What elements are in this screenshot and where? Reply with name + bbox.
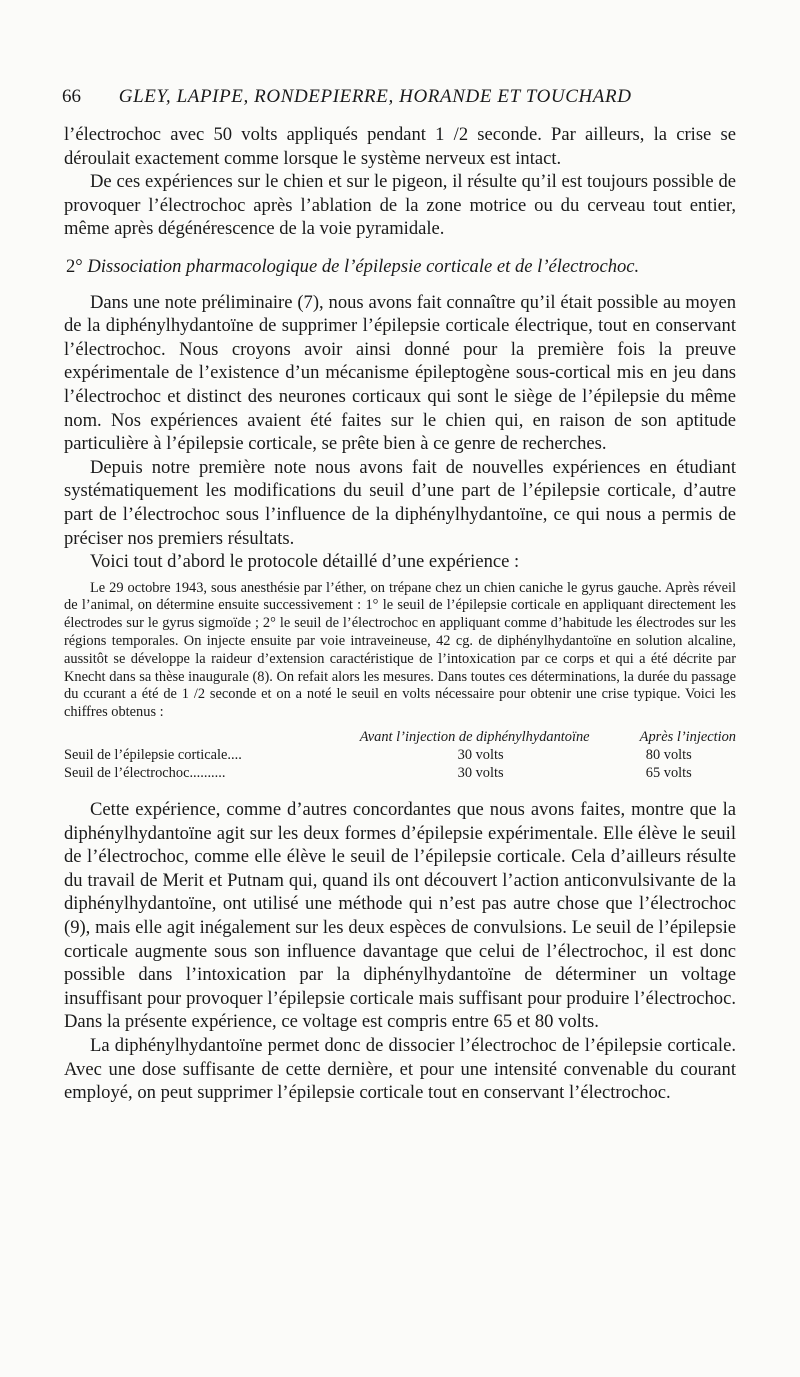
page-number: 66 <box>62 86 81 107</box>
paragraph: Dans une note préliminaire (7), nous avons fait connaître qu’il était possible au moyen de la diphénylhydantoïne de supprimer l’épilepsie corticale électrique, tout en conservant l’électrochoc. Nous croyons avoir ainsi donné pour la première fois la preuve expérimentale de l’existence d’un mécanisme épileptogène sous-cortical mis en jeu dans l’électrochoc et distinct des neurones corticaux qui sont le siège de l’épilepsie du même nom. Nos expériences avaient été faites sur le chien qui, en raison de son aptitude particulière à l’épilepsie corticale, se prête bien à ce genre de recherches. <box>64 291 736 455</box>
section-number: 2° <box>66 255 83 277</box>
running-title-authors: GLEY, LAPIPE, RONDEPIERRE, HORANDE ET TOUCHARD <box>118 86 632 107</box>
row-label: Seuil de l’électrochoc.......... <box>64 765 226 782</box>
row-label: Seuil de l’épilepsie corticale.... <box>64 747 242 764</box>
paragraph: Depuis notre première note nous avons fait de nouvelles expériences en étudiant systématiquement les modifications du seuil d’une part de l’épilepsie corticale, d’autre part de l’électrochoc sous l’influence de la diphénylhydantoïne, ce qui nous a permis de préciser nos premiers résultats. <box>64 456 736 549</box>
value-after: 65 volts <box>645 765 692 782</box>
section-title-text: Dissociation pharmacologique de l’épilepsie corticale et de l’électrochoc. <box>87 255 640 277</box>
article-body <box>64 123 736 1105</box>
experiment-protocol: Le 29 octobre 1943, sous anesthésie par l’éther, on trépane chez un chien caniche le gyrus gauche. Après réveil de l’animal, on détermine ensuite successivement : 1° le seuil de l’épilepsie corticale en appliquant directement les électrodes sur le gyrus sigmoïde ; 2° le seuil de l’électrochoc en appliquant comme d’habitude les électrodes sur les régions temporales. On injecte ensuite par voie intraveineuse, 42 cg. de diphénylhydantoïne en solution alcaline, aussitôt se développe la raideur d’extension caractéristique de l’intoxication par ce corps et qui a été décrite par Knecht dans sa thèse inaugurale (8). On refait alors les mesures. Dans toutes ces déterminations, la durée du passage du ccurant a été de 1 /2 seconde et on a noté le seuil en volts nécessaire pour obtenir une crise typique. Voici les chiffres obtenus : <box>64 579 736 721</box>
paragraph: La diphénylhydantoïne permet donc de dissocier l’électrochoc de l’épilepsie corticale. Avec une dose suffisante de cette dernière, et pour une intensité convenable du courant employé, on peut supprimer l’épilepsie corticale tout en conservant l’électrochoc. <box>64 1035 736 1104</box>
paragraph: Cette expérience, comme d’autres concordantes que nous avons faites, montre que la diphénylhydantoïne agit sur les deux formes d’épilepsie expérimentale. Elle élève le seuil de l’électrochoc, comme elle élève le seuil de l’épilepsie corticale. Cela d’ailleurs résulte du travail de Merit et Putnam qui, quand ils ont découvert l’action anticonvulsivante de la diphénylhydantoïne, ont utilisé une méthode qui n’est pas autre chose que l’électrochoc (9), mais elle agit inégalement sur les deux espèces de convulsions. Le seuil de l’épilepsie corticale augmente sous son influence davantage que celui de l’électrochoc, il est donc possible dans l’intoxication par la diphénylhydantoïne de déterminer un voltage insuffisant pour provoquer l’épilepsie corticale mais suffisant pour produire l’électrochoc. Dans la présente expérience, ce voltage est compris entre 65 et 80 volts. <box>64 799 736 1033</box>
running-header <box>62 86 742 108</box>
column-header-before: Avant l’injection de diphénylhydantoïne <box>359 729 590 746</box>
table-corner <box>64 728 360 746</box>
value-before: 30 volts <box>457 747 504 764</box>
column-header-after: Après l’injection <box>639 729 736 746</box>
table-row <box>64 764 736 782</box>
paragraph: Voici tout d’abord le protocole détaillé d’une expérience : <box>90 551 520 573</box>
paragraph: l’électrochoc avec 50 volts appliqués pendant 1 /2 seconde. Par ailleurs, la crise se déroulait exactement comme lorsque le système nerveux est intact. <box>64 124 736 169</box>
table-row <box>64 746 736 764</box>
value-after: 80 volts <box>645 747 692 764</box>
paragraph: De ces expériences sur le chien et sur le pigeon, il résulte qu’il est toujours possible de provoquer l’électrochoc après l’ablation de la zone motrice ou du cerveau tout entier, même après dégénérescence de la voie pyramidale. <box>64 171 736 240</box>
section-heading <box>64 255 736 279</box>
results-table <box>64 728 736 782</box>
value-before: 30 volts <box>457 765 504 782</box>
